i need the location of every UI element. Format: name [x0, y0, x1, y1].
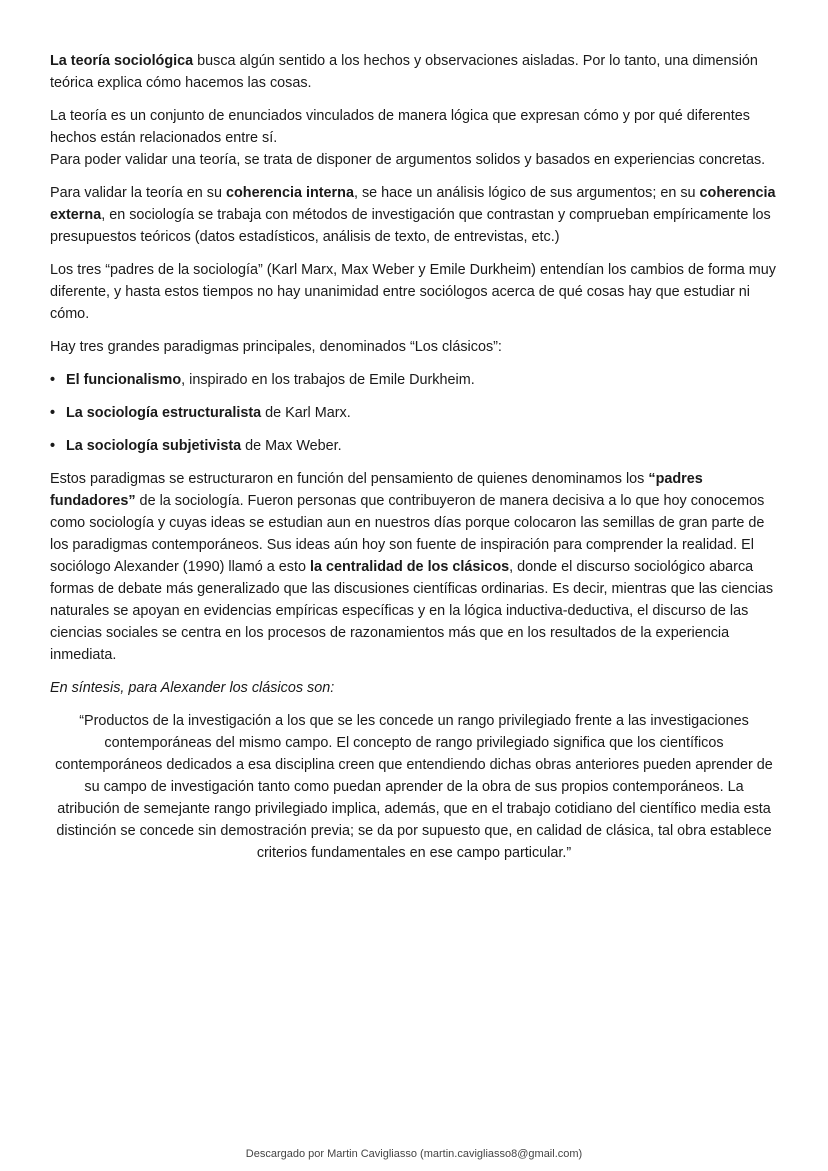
list-item-term: La sociología subjetivista [66, 438, 242, 454]
paradigm-list [50, 369, 778, 457]
list-item-text: de Karl Marx. [261, 405, 351, 421]
paragraph-text: busca algún sentido a los hechos y observaciones aisladas. Por lo tanto, una dimensión teórica explica cómo hacemos las cosas. [50, 53, 758, 91]
paragraph-text: , donde el discurso sociológico abarca formas de debate más generalizado que las discusiones científicas ordinarias. Es decir, mientras que las ciencias naturales se apoyan en evidencias empíricas específicas y en la lógica inductiva-deductiva, el discurso de las ciencias sociales se centra en los procesos de razonamientos más que en los resultados de la experiencia inmediata. [50, 559, 774, 663]
list-item [50, 369, 778, 391]
term-centralidad-clasicos: la centralidad de los clásicos [310, 559, 510, 575]
bullet-icon: • [50, 438, 56, 454]
download-footer: Descargado por Martin Cavigliasso (martin.cavigliasso8@gmail.com) [245, 1148, 583, 1160]
term-teoria-sociologica: La teoría sociológica [50, 53, 194, 69]
bullet-icon: • [50, 405, 56, 421]
list-item-term: El funcionalismo [66, 372, 182, 388]
bullet-icon: • [50, 372, 56, 388]
paragraph-text: de la sociología. Fueron personas que contribuyeron de manera decisiva a lo que hoy conocemos como sociología y cuyas ideas se estudian aun en nuestros días porque colocaron las semillas de gran parte de los paradigmas contemporáneos. Sus ideas aún hoy son fuente de inspiración para comprender la realidad. El sociólogo Alexander (1990) llamó a esto [50, 493, 765, 575]
list-item-term: La sociología estructuralista [66, 405, 262, 421]
list-item [50, 402, 778, 424]
block-quote: “Productos de la investigación a los que se les concede un rango privilegiado frente a las investigaciones contemporáneas del mismo campo. El concepto de rango privilegiado significa que los científicos contemporáneos dedicados a esa disciplina creen que entendiendo dichas obras anteriores pueden aprender de su campo de investigación tanto como puedan aprender de la obra de sus propios contemporáneos. La atribución de semejante rango privilegiado implica, además, que en el trabajo cotidiano del científico media esta distinción se concede sin demostración previa; se da por supuesto que, en calidad de clásica, tal obra establece criterios fundamentales en ese campo particular.” [55, 713, 773, 861]
paragraph-validation [50, 182, 778, 248]
paragraph-intro [50, 50, 778, 94]
paragraph-text: Para poder validar una teoría, se trata de disponer de argumentos solidos y basados en experiencias concretas. [50, 152, 766, 168]
paragraph-text: La teoría es un conjunto de enunciados vinculados de manera lógica que expresan cómo y por qué diferentes hechos están relacionados entre sí. [50, 108, 751, 146]
paragraph-text: Para validar la teoría en su [50, 185, 226, 201]
paragraph-paradigmas: Hay tres grandes paradigmas principales, denominados “Los clásicos”: [50, 339, 502, 355]
paragraph-fundadores [50, 468, 778, 666]
term-coherencia-interna: coherencia interna [225, 185, 354, 201]
paragraph-text: , se hace un análisis lógico de sus argumentos; en su [353, 185, 700, 201]
paragraph-sintesis: En síntesis, para Alexander los clásicos son: [50, 680, 335, 696]
document-body [50, 50, 778, 864]
term-padres-fundadores: “padres fundadores” [50, 471, 703, 509]
paragraph-text: Estos paradigmas se estructuraron en función del pensamiento de quienes denominamos los [50, 471, 649, 487]
paragraph-padres: Los tres “padres de la sociología” (Karl Marx, Max Weber y Emile Durkheim) entendían los cambios de forma muy diferente, y hasta estos tiempos no hay unanimidad entre sociólogos acerca de qué cosas hay que estudiar ni cómo. [50, 262, 776, 322]
list-item-text: , inspirado en los trabajos de Emile Durkheim. [181, 372, 475, 388]
term-coherencia-externa: coherencia externa [50, 185, 776, 223]
paragraph-text: , en sociología se trabaja con métodos de investigación que contrastan y comprueban empíricamente los presupuestos teóricos (datos estadísticos, análisis de texto, de entrevistas, etc.) [50, 207, 771, 245]
list-item-text: de Max Weber. [241, 438, 342, 454]
list-item [50, 435, 778, 457]
paragraph-definition [50, 105, 778, 171]
